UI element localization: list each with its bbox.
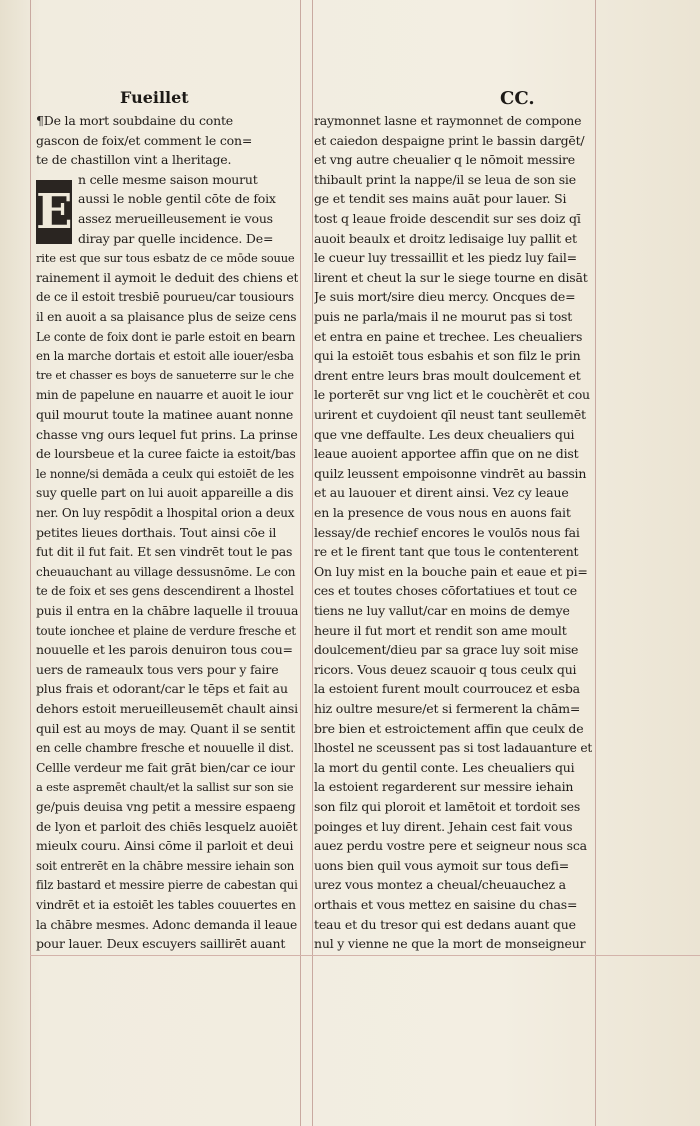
text-line: dehors estoit merueilleusemēt chault ainsi bbox=[36, 701, 298, 716]
text-line: la estoient regarderent sur messire iehain bbox=[314, 779, 574, 795]
text-line: le porterēt sur vng lict et le couchèrēt et cou bbox=[314, 387, 590, 403]
text-line: orthais et vous mettez en saisine du chas= bbox=[314, 897, 578, 912]
text-line: raymonnet lasne et raymonnet de compone bbox=[314, 113, 582, 128]
text-line: ces et toutes choses cōfortatiues et tout ce bbox=[314, 583, 577, 599]
text-line: a este aspremēt chault/et la sallist sur son sie bbox=[36, 780, 294, 795]
text-line: la estoient furent moult courroucez et esba bbox=[314, 681, 580, 697]
text-line: gascon de foix/et comment le con= bbox=[36, 132, 253, 148]
text-line: la mort du gentil conte. Les cheualiers qui bbox=[314, 759, 575, 775]
text-line: quil mourut toute la matinee auant nonne bbox=[36, 407, 294, 422]
text-line: il en auoit a sa plaisance plus de seize cens bbox=[36, 310, 297, 324]
text-line: diray par quelle incidence. De= bbox=[78, 230, 274, 246]
text-line: doulcement/dieu par sa grace luy soit mise bbox=[314, 642, 579, 658]
column-rule-right bbox=[312, 0, 313, 1126]
text-line: ge/puis deuisa vng petit a messire espaeng bbox=[36, 800, 296, 814]
text-line: cheuauchant au village dessusnōme. Le con bbox=[36, 564, 296, 579]
text-line: aussi le noble gentil cōte de foix bbox=[78, 191, 276, 207]
text-line: le nonne/si demāda a ceulx qui estoiēt de les bbox=[36, 466, 294, 481]
text-line: assez merueilleusement ie vous bbox=[78, 211, 273, 226]
text-line: uons bien quil vous aymoit sur tous defi= bbox=[314, 857, 570, 873]
text-line: rite est que sur tous esbatz de ce mōde souue bbox=[36, 251, 295, 266]
text-line: ner. On luy respōdit a lhospital orion a deux bbox=[36, 506, 295, 520]
text-line: Je suis mort/sire dieu mercy. Oncques de= bbox=[314, 289, 576, 305]
text-line: nul y vienne ne que la mort de monseigneur bbox=[314, 936, 586, 952]
text-line: urirent et cuydoient qīl neust tant seullemēt bbox=[314, 407, 586, 422]
text-line: le cueur luy tressaillit et les piedz luy fail= bbox=[314, 250, 577, 266]
text-line: tre et chasser es boys de sanueterre sur le che bbox=[36, 368, 294, 382]
text-line: drent entre leurs bras moult doulcement et bbox=[314, 367, 581, 383]
text-line: quilz leussent empoisonne vindrēt au bassin bbox=[314, 465, 587, 481]
text-line: heure il fut mort et rendit son ame moult bbox=[314, 622, 567, 638]
text-line: en la presence de vous nous en auons fait bbox=[314, 505, 571, 520]
text-line: en celle chambre fresche et nouuelle il dist. bbox=[36, 741, 294, 756]
text-line: lirent et cheut la sur le siege tourne en disāt bbox=[314, 269, 588, 285]
text-line: ricors. Vous deuez scauoir q tous ceulx qui bbox=[314, 661, 577, 677]
text-line: qui la estoiēt tous esbahis et son filz le prin bbox=[314, 348, 581, 364]
text-line: bre bien et estroictement affin que ceulx de bbox=[314, 720, 584, 736]
text-line: et au lauouer et dirent ainsi. Vez cy leaue bbox=[314, 485, 569, 501]
text-line: la chābre mesmes. Adonc demanda il leaue bbox=[36, 917, 298, 932]
text-line: soit entrerēt en la chābre messire iehain son bbox=[36, 858, 295, 873]
text-line: pour lauer. Deux escuyers saillirēt auant bbox=[36, 936, 286, 952]
text-line: teau et du tresor qui est dedans auant que bbox=[314, 916, 576, 932]
text-line: de loursbeue et la curee faicte ia estoit/bas bbox=[36, 447, 296, 462]
text-line: hiz oultre mesure/et si fermerent la chām= bbox=[314, 701, 581, 716]
text-line: Cellle verdeur me fait grāt bien/car ce iour bbox=[36, 760, 295, 775]
right-text-column bbox=[314, 110, 592, 950]
text-line: auoit beaulx et droitz ledisaige luy pallit et bbox=[314, 230, 577, 246]
drop-cap-initial: E bbox=[36, 180, 72, 244]
text-line: en la marche dortais et estoit alle iouer/esba bbox=[36, 349, 294, 364]
text-line: On luy mist en la bouche pain et eaue et pi= bbox=[314, 563, 588, 579]
text-line: thibault print la nappe/il se leua de son sie bbox=[314, 171, 576, 187]
text-line: plus frais et odorant/car le tēps et fait au bbox=[36, 681, 288, 697]
text-line: puis il entra en la chābre laquelle il trouua bbox=[36, 603, 298, 618]
text-line: uers de rameaulx tous vers pour y faire bbox=[36, 661, 279, 677]
text-line: urez vous montez a cheual/cheuauchez a bbox=[314, 877, 566, 893]
text-line: poinges et luy dirent. Jehain cest fait vous bbox=[314, 818, 573, 834]
text-line: et vng autre cheualier q le nōmoit messire bbox=[314, 152, 575, 168]
text-line: de lyon et parloit des chiēs lesquelz auoiēt bbox=[36, 818, 298, 834]
text-line: ¶De la mort soubdaine du conte bbox=[36, 113, 234, 128]
text-line: son filz qui ploroit et lamētoit et tordoit ses bbox=[314, 799, 581, 814]
text-line: petites lieues dorthais. Tout ainsi cōe il bbox=[36, 524, 277, 540]
text-line: et entra en paine et trechee. Les cheualiers bbox=[314, 328, 583, 344]
text-line: que vne deffaulte. Les deux cheualiers qui bbox=[314, 426, 575, 442]
text-line: lhostel ne sceussent pas si tost ladauanture et bbox=[314, 741, 592, 756]
text-line: tiens ne luy vallut/car en moins de demye bbox=[314, 603, 570, 618]
left-text-column bbox=[36, 110, 298, 950]
text-line: de ce il estoit tresbiē pourueu/car tousiours bbox=[36, 290, 294, 305]
text-line: min de papelune en nauarre et auoit le iour bbox=[36, 388, 293, 403]
text-line: nouuelle et les parois denuiron tous cou= bbox=[36, 642, 293, 658]
text-line: fut dit il fut fait. Et sen vindrēt tout le pas bbox=[36, 544, 293, 560]
folio-number: CC. bbox=[500, 88, 535, 109]
text-line: toute ionchee et plaine de verdure fresche et bbox=[36, 623, 296, 638]
text-line: quil est au moys de may. Quant il se sentit bbox=[36, 720, 296, 736]
text-line: Le conte de foix dont ie parle estoit en bearn bbox=[36, 329, 296, 344]
text-line: te de chastillon vint a lheritage. bbox=[36, 152, 232, 168]
text-line: suy quelle part on lui auoit appareille a dis bbox=[36, 486, 294, 501]
text-line: te de foix et ses gens descendirent a lhostel bbox=[36, 584, 294, 599]
text-line: lessay/de rechief encores le voulōs nous fai bbox=[314, 524, 580, 540]
text-line: re et le firent tant que tous le contenterent bbox=[314, 544, 579, 560]
folio-label: Fueillet bbox=[120, 88, 189, 107]
margin-rule-left bbox=[30, 0, 31, 1126]
text-line: n celle mesme saison mourut bbox=[78, 171, 258, 187]
text-line: mieulx couru. Ainsi cōme il parloit et deui bbox=[36, 838, 294, 854]
text-line: puis ne parla/mais il ne mourut pas si tost bbox=[314, 309, 573, 324]
text-line: auez perdu vostre pere et seigneur nous sca bbox=[314, 838, 587, 854]
text-line: chasse vng ours lequel fut prins. La prinse bbox=[36, 426, 298, 442]
margin-rule-right bbox=[595, 0, 596, 1126]
text-line: tost q leaue froide descendit sur ses doiz qī bbox=[314, 211, 581, 226]
text-line: leaue auoient apportee affin que on ne dist bbox=[314, 446, 579, 462]
text-line: filz bastard et messire pierre de cabestan qui bbox=[36, 878, 298, 893]
text-line: vindrēt et ia estoiēt les tables couuertes en bbox=[36, 898, 296, 912]
text-line: rainement il aymoit le deduit des chiens et bbox=[36, 269, 298, 285]
text-line: et caiedon despaigne print le bassin dargēt/ bbox=[314, 132, 585, 148]
text-line: ge et tendit ses mains auāt pour lauer. Si bbox=[314, 191, 567, 207]
column-rule-left bbox=[300, 0, 301, 1126]
